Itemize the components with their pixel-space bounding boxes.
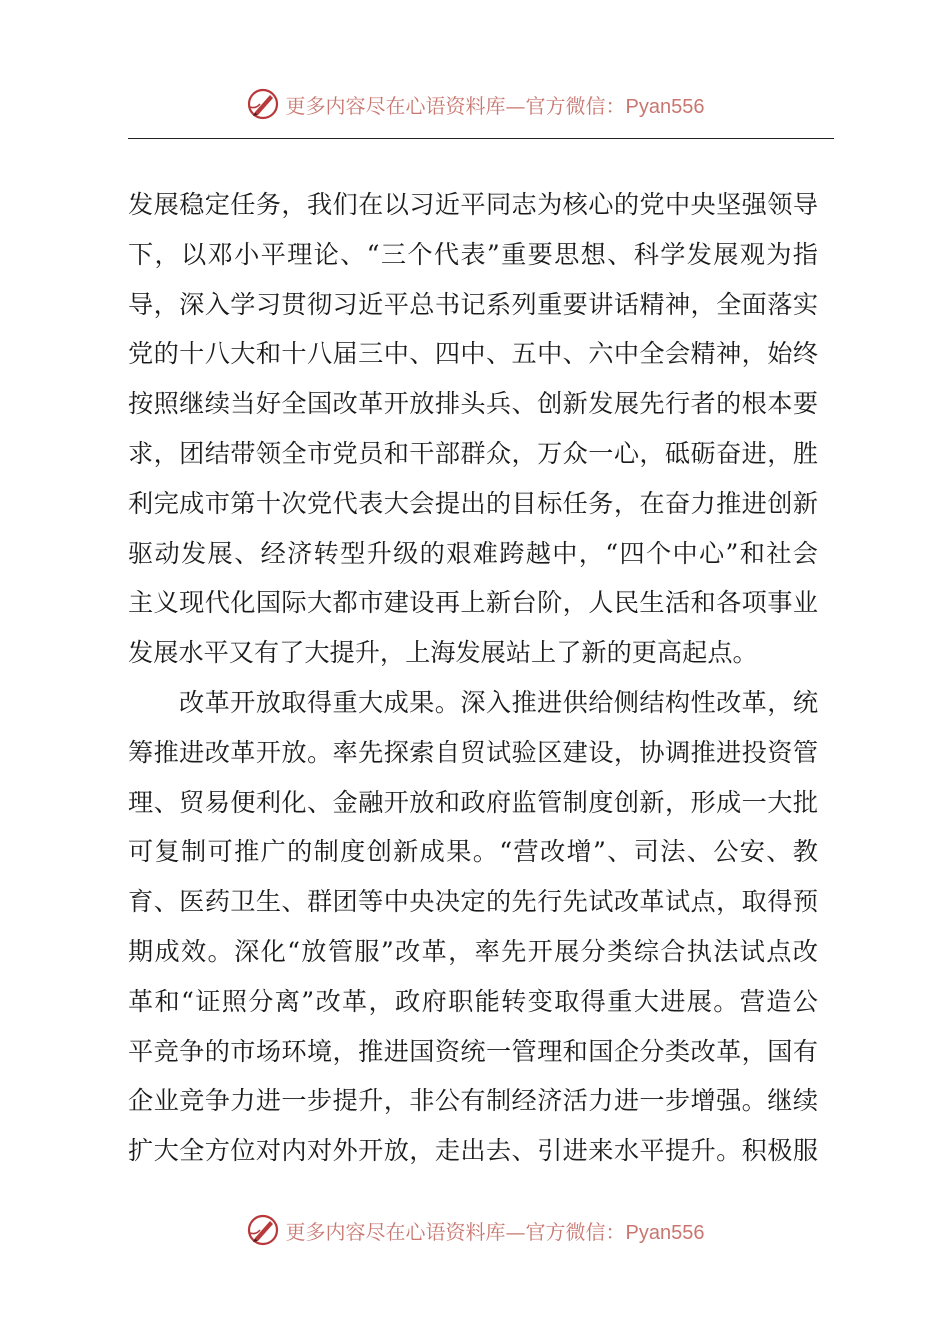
footer-watermark-text	[286, 1216, 705, 1245]
text-line: 理、贸易便利化、金融开放和政府监管制度创新，形成一大批	[128, 787, 818, 817]
text-line: 平竞争的市场环境，推进国资统一管理和国企分类改革，国有	[128, 1036, 818, 1066]
paragraph-1	[128, 180, 818, 678]
footer-watermark-banner	[0, 1208, 950, 1252]
header-watermark-banner	[0, 82, 950, 126]
text-line: 发展稳定任务，我们在以习近平同志为核心的党中央坚强领导	[128, 190, 818, 219]
text-line: 按照继续当好全国改革开放排头兵、创新发展先行者的根本要	[128, 389, 818, 419]
document-body	[128, 180, 818, 1176]
text-line: 可复制可推广的制度创新成果。“营改增”、司法、公安、教	[128, 837, 818, 867]
text-line: 期成效。深化“放管服”改革，率先开展分类综合执法试点改	[128, 936, 818, 966]
pen-logo-icon	[246, 1213, 280, 1247]
text-line: 驱动发展、经济转型升级的艰难跨越中，“四个中心”和社会	[128, 538, 818, 568]
header-wechat-id: Pyan556	[625, 95, 705, 118]
footer-wechat-id: Pyan556	[625, 1221, 705, 1244]
text-line: 改革开放取得重大成果。深入推进供给侧结构性改革，统	[179, 687, 818, 717]
text-line: 革和“证照分离”改革，政府职能转变取得重大进展。营造公	[128, 986, 818, 1016]
pen-logo-icon	[246, 87, 280, 121]
text-line: 导，深入学习贯彻习近平总书记系列重要讲话精神，全面落实	[128, 289, 818, 319]
text-line: 发展水平又有了大提升，上海发展站上了新的更高起点。	[128, 638, 758, 668]
footer-banner-label: 更多内容尽在心语资料库—官方微信：	[285, 1219, 626, 1244]
header-watermark-text	[286, 90, 705, 119]
text-line: 育、医药卫生、群团等中央决定的先行先试改革试点，取得预	[128, 887, 818, 917]
text-line: 企业竞争力进一步提升，非公有制经济活力进一步增强。继续	[128, 1086, 818, 1116]
header-divider	[128, 138, 834, 139]
paragraph-2	[128, 678, 818, 1176]
text-line: 主义现代化国际大都市建设再上新台阶，人民生活和各项事业	[128, 588, 818, 618]
header-banner-label: 更多内容尽在心语资料库—官方微信：	[285, 93, 626, 118]
text-line: 利完成市第十次党代表大会提出的目标任务，在奋力推进创新	[128, 488, 818, 518]
text-line: 党的十八大和十八届三中、四中、五中、六中全会精神，始终	[128, 339, 818, 369]
text-line: 筹推进改革开放。率先探索自贸试验区建设，协调推进投资管	[128, 737, 818, 767]
text-line: 扩大全方位对内对外开放，走出去、引进来水平提升。积极服	[128, 1136, 818, 1166]
text-line: 求，团结带领全市党员和干部群众，万众一心，砥砺奋进，胜	[128, 438, 818, 468]
text-line: 下，以邓小平理论、“三个代表”重要思想、科学发展观为指	[128, 239, 818, 269]
